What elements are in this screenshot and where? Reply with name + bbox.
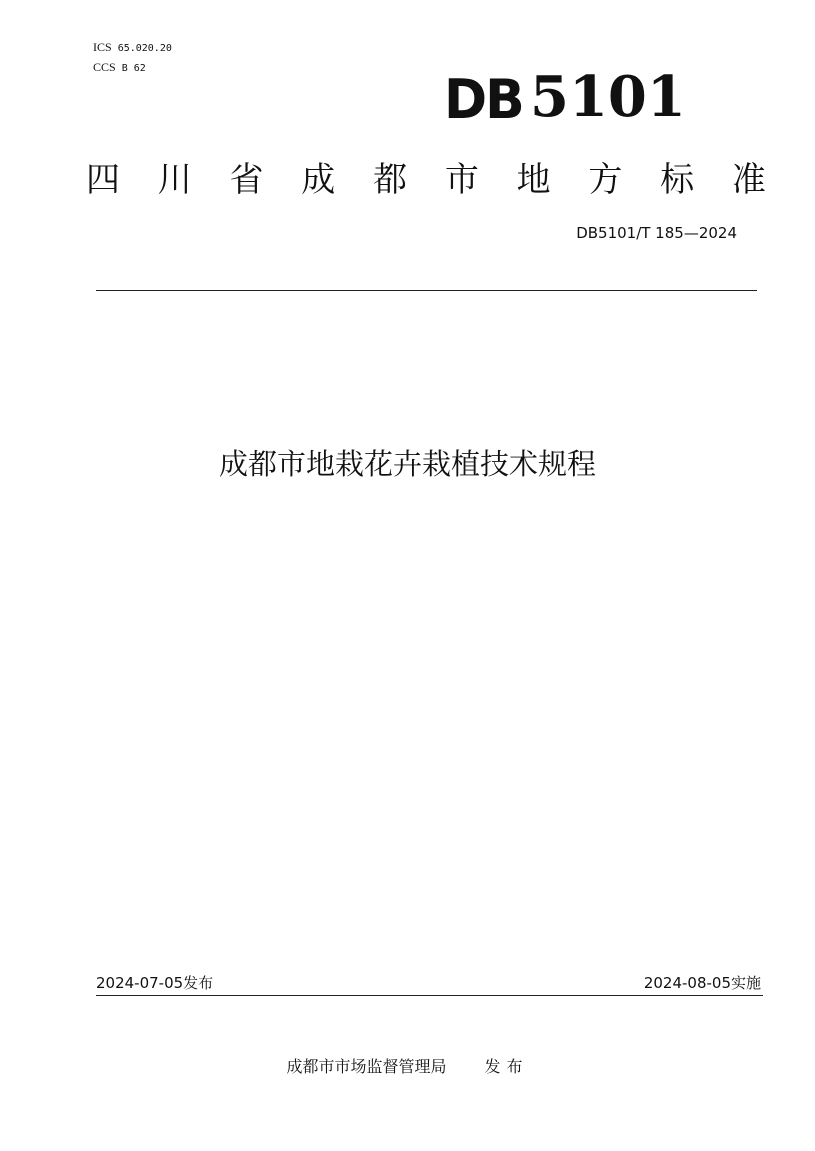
title-char: 四 bbox=[86, 160, 120, 200]
title-char: 地 bbox=[516, 160, 551, 200]
standard-number: DB5101/T 185—2024 bbox=[576, 224, 737, 242]
ics-value: 65.020.20 bbox=[117, 43, 172, 54]
effective-date: 2024-08-05实施 bbox=[643, 974, 761, 992]
document-title: 成都市地栽花卉栽植技术规程 bbox=[218, 447, 596, 481]
issue-action: 发布 bbox=[484, 1057, 529, 1076]
title-char: 川 bbox=[157, 160, 192, 200]
issuer-name: 成都市市场监督管理局 bbox=[286, 1057, 447, 1076]
issuing-authority bbox=[0, 1054, 815, 1077]
title-char: 成 bbox=[301, 160, 336, 200]
title-char: 省 bbox=[229, 160, 264, 200]
standard-logo-prefix: DB bbox=[444, 68, 523, 132]
footer-divider bbox=[96, 995, 763, 996]
ics-code bbox=[93, 40, 172, 55]
title-char: 标 bbox=[660, 160, 695, 200]
standard-logo-code: 5101 bbox=[530, 64, 686, 130]
title-char: 准 bbox=[731, 160, 766, 200]
ics-label: ICS bbox=[93, 40, 112, 54]
ccs-code bbox=[93, 60, 146, 75]
standard-category-title bbox=[86, 152, 766, 202]
publish-date: 2024-07-05发布 bbox=[96, 974, 214, 992]
title-char: 方 bbox=[588, 160, 623, 200]
ccs-value: B 62 bbox=[121, 63, 146, 74]
title-char: 市 bbox=[444, 160, 479, 200]
header-divider bbox=[96, 290, 757, 291]
title-char: 都 bbox=[373, 160, 408, 200]
ccs-label: CCS bbox=[93, 60, 116, 74]
standard-logo-mark bbox=[440, 60, 710, 140]
